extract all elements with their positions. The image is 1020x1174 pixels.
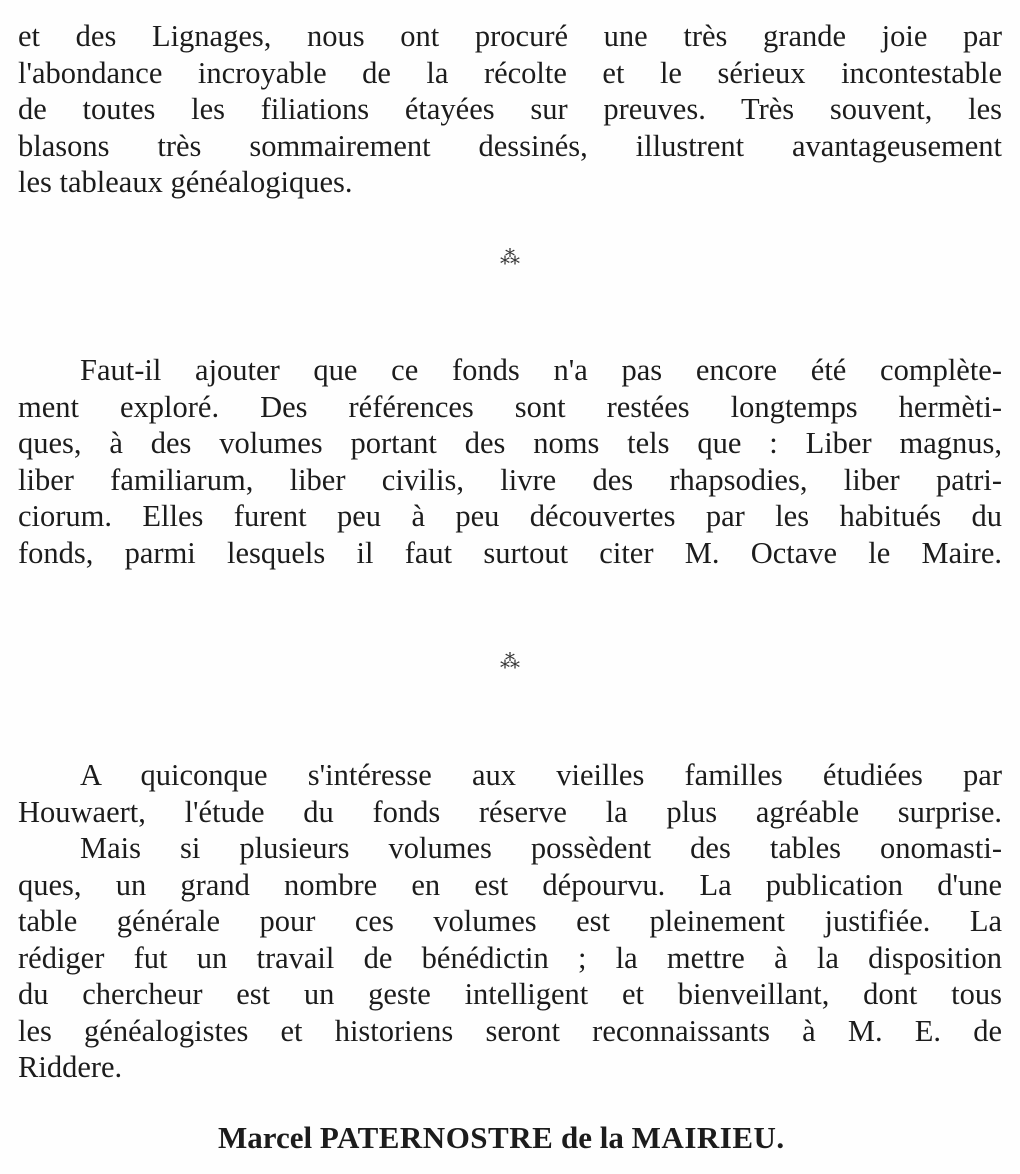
text-line: l'abondance incroyable de la récolte et le sérieux incontestable <box>18 55 1002 90</box>
asterism-separator: ⁂ <box>500 651 520 673</box>
signature-particle: de la <box>561 1120 624 1155</box>
paragraph-houwaert <box>18 757 1002 830</box>
text-line: de toutes les filiations étayées sur preuves. Très souvent, les <box>18 92 1002 126</box>
text-line: A quiconque s'intéresse aux vieilles familles étudiées par <box>80 758 1002 792</box>
text-line: ment exploré. Des références sont restées longtemps hermèti- <box>18 389 1002 424</box>
author-signature <box>218 1118 785 1158</box>
text-line: liber familiarum, liber civilis, livre des rhapsodies, liber patri- <box>18 462 1002 497</box>
text-line: les tableaux généalogiques. <box>18 165 353 199</box>
paragraph-fonds-explore <box>18 352 1002 571</box>
text-line: Mais si plusieurs volumes possèdent des tables onomasti- <box>80 831 1002 865</box>
text-line: blasons très sommairement dessinés, illustrent avantageusement <box>18 128 1002 163</box>
signature-surname-tail: MAIRIEU. <box>631 1120 785 1155</box>
paragraph-lignages <box>18 18 1002 201</box>
text-line: Faut-il ajouter que ce fonds n'a pas encore été complète- <box>80 353 1002 387</box>
text-line: du chercheur est un geste intelligent et bienveillant, dont tous <box>18 977 1002 1011</box>
text-line: ciorum. Elles furent peu à peu découvertes par les habitués du <box>18 499 1002 533</box>
signature-surname: PATERNOSTRE <box>319 1120 554 1155</box>
text-line: Riddere. <box>18 1050 123 1084</box>
paragraph-table-generale <box>18 830 1002 1086</box>
text-line: ques, un grand nombre en est dépourvu. La publication d'une <box>18 867 1002 902</box>
asterism-separator: ⁂ <box>500 247 520 269</box>
signature-first-name: Marcel <box>218 1120 313 1155</box>
text-line: Houwaert, l'étude du fonds réserve la plus agréable surprise. <box>18 794 1002 829</box>
text-line: table générale pour ces volumes est pleinement justifiée. La <box>18 904 1002 938</box>
text-line: fonds, parmi lesquels il faut surtout citer M. Octave le Maire. <box>18 535 1002 570</box>
text-line: rédiger fut un travail de bénédictin ; la mettre à la disposition <box>18 940 1002 975</box>
text-line: ques, à des volumes portant des noms tels que : Liber magnus, <box>18 426 1002 460</box>
text-line: et des Lignages, nous ont procuré une très grande joie par <box>18 19 1002 53</box>
text-line: les généalogistes et historiens seront reconnaissants à M. E. de <box>18 1013 1002 1048</box>
